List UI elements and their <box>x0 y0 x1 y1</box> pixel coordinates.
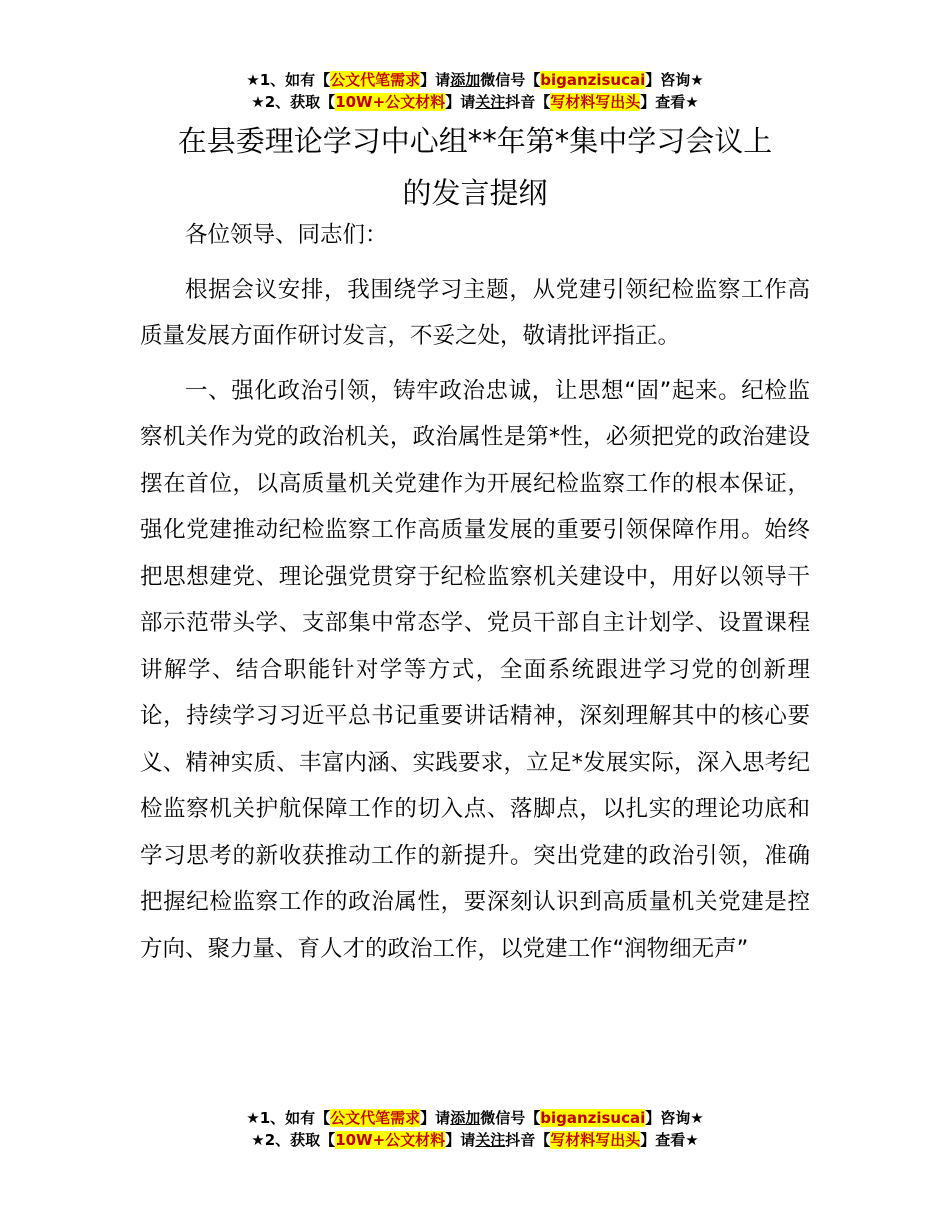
promo-underlined: 添加 <box>450 71 481 89</box>
promo-highlight: biganzisucai <box>540 1109 646 1127</box>
promo-highlight: 公文代笔需求 <box>330 1109 421 1127</box>
promo-text: 微信号【 <box>480 1109 541 1127</box>
promo-text: 】请 <box>420 1109 451 1127</box>
promo-line-1 <box>0 1107 950 1129</box>
promo-banner-bottom <box>0 1107 950 1151</box>
promo-text: 抖音【 <box>505 93 551 111</box>
promo-text: 】咨询★ <box>645 71 704 89</box>
paragraph-section-one: 一、强化政治引领，铸牢政治忠诚，让思想“固”起来。纪检监察机关作为党的政治机关，政治属性是第*性，必须把党的政治建设摆在首位，以高质量机关党建作为开展纪检监察工作的根本保证，强化党建推动纪检监察工作高质量发展的重要引领保障作用。始终把思想建党、理论强党贯穿于纪检监察机关建设中，用好以领导干部示范带头学、支部集中常态学、党员干部自主计划学、设置课程讲解学、结合职能针对学等方式，全面系统跟进学习党的创新理论，持续学习习近平总书记重要讲话精神，深刻理解其中的核心要义、精神实质、丰富内涵、实践要求，立足*发展实际，深入思考纪检监察机关护航保障工作的切入点、落脚点，以扎实的理论功底和学习思考的新收获推动工作的新提升。突出党建的政治引领，准确把握纪检监察工作的政治属性，要深刻认识到高质量机关党建是控方向、聚力量、育人才的政治工作，以党建工作“润物细无声” <box>140 377 810 962</box>
promo-text: ★1、如有【 <box>246 71 331 89</box>
promo-line-2 <box>0 1129 950 1151</box>
promo-text: 】请 <box>445 93 476 111</box>
document-body <box>140 212 810 972</box>
promo-highlight: 写材料写出头 <box>550 1131 641 1149</box>
promo-text: ★2、获取【 <box>251 93 336 111</box>
promo-line-2 <box>0 91 950 113</box>
promo-text: 微信号【 <box>480 71 541 89</box>
promo-line-1 <box>0 69 950 91</box>
promo-text: 】请 <box>420 71 451 89</box>
promo-text: ★2、获取【 <box>251 1131 336 1149</box>
document-title <box>140 115 810 219</box>
promo-highlight: 写材料写出头 <box>550 93 641 111</box>
promo-underlined: 添加 <box>450 1109 481 1127</box>
promo-highlight: 10W+公文材料 <box>335 1131 446 1149</box>
promo-text: 抖音【 <box>505 1131 551 1149</box>
promo-text: 】咨询★ <box>645 1109 704 1127</box>
promo-underlined: 关注 <box>475 93 506 111</box>
title-line-1: 在县委理论学习中心组**年第*集中学习会议上 <box>177 124 773 158</box>
promo-text: ★1、如有【 <box>246 1109 331 1127</box>
paragraph-intro: 根据会议安排，我围绕学习主题，从党建引领纪检监察工作高质量发展方面作研讨发言，不妥之处，敬请批评指正。 <box>140 276 810 349</box>
promo-underlined: 关注 <box>475 1131 506 1149</box>
promo-highlight: 公文代笔需求 <box>330 71 421 89</box>
promo-text: 】查看★ <box>640 93 699 111</box>
promo-text: 】请 <box>445 1131 476 1149</box>
salutation: 各位领导、同志们： <box>185 222 388 248</box>
promo-text: 】查看★ <box>640 1131 699 1149</box>
promo-highlight: biganzisucai <box>540 71 646 89</box>
promo-highlight: 10W+公文材料 <box>335 93 446 111</box>
promo-banner-top <box>0 69 950 113</box>
title-line-2: 的发言提纲 <box>402 176 548 210</box>
